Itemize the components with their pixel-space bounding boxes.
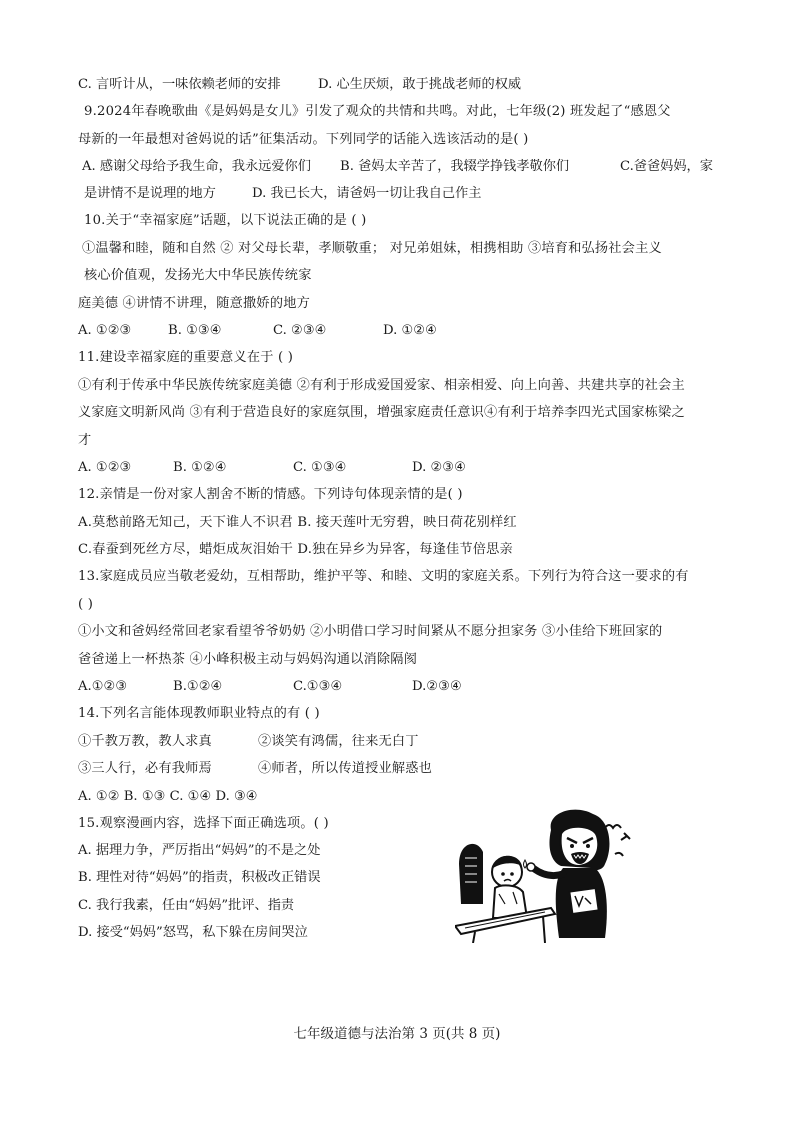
q15-stem: 15.观察漫画内容，选择下面正确选项。( ) <box>78 816 329 831</box>
q11-stem: 11.建设幸福家庭的重要意义在于 ( ) <box>78 350 294 365</box>
q13-option-b: B.①②④ <box>173 679 223 694</box>
q9-option-c-part1: C.爸爸妈妈，家 <box>620 159 713 174</box>
q14-options: A. ①② B. ①③ C. ①④ D. ③④ <box>78 789 258 804</box>
q11-option-a: A. ①②③ <box>78 460 132 475</box>
q9-option-c-part2: 是讲情不是说理的地方 <box>84 186 216 201</box>
q11-items-line3: 才 <box>78 433 92 448</box>
child-figure <box>455 844 555 943</box>
q13-items-line1: ①小文和爸妈经常回老家看望爷爷奶奶 ②小明借口学习时间紧从不愿分担家务 ③小佳给下班回家的 <box>78 624 663 639</box>
q9-option-b: B. 爸妈太辛苦了，我辍学挣钱孝敬你们 <box>340 159 570 174</box>
q10-items-line1: ①温馨和睦，随和自然 ② 对父母长辈，孝顺敬重； 对兄弟姐妹，相携相助 ③培育和弘扬社会主义 <box>82 241 662 256</box>
q14-stem: 14.下列名言能体现教师职业特点的有 ( ) <box>78 706 320 721</box>
q10-items-line2: 核心价值观，发扬光大中华民族传统家 <box>84 268 312 283</box>
q13-stem-line1: 13.家庭成员应当敬老爱幼，互相帮助，维护平等、和睦、文明的家庭关系。下列行为符合这一要求的有 <box>78 569 689 584</box>
q15-option-d: D. 接受“妈妈”怒骂，私下躲在房间哭泣 <box>78 925 308 940</box>
q14-item-3: ③三人行，必有我师焉 <box>78 761 212 776</box>
page-footer: 七年级道德与法治第 3 页(共 8 页) <box>293 1026 501 1042</box>
q15-option-b: B. 理性对待“妈妈”的指责，积极改正错误 <box>78 870 321 885</box>
q13-option-d: D.②③④ <box>412 679 462 694</box>
q12-options-ab: A.莫愁前路无知己，天下谁人不识君 B. 接天莲叶无穷碧，映日荷花别样红 <box>78 515 517 530</box>
q15-option-c: C. 我行我素，任由“妈妈”批评、指责 <box>78 898 295 913</box>
q8-option-c: C. 言听计从，一味依赖老师的安排 <box>78 77 281 92</box>
q9-stem-line2: 母新的一年最想对爸妈说的话”征集活动。下列同学的话能入选该活动的是( ) <box>78 132 529 147</box>
q10-stem: 10.关于“幸福家庭”话题，以下说法正确的是 ( ) <box>84 213 367 228</box>
q11-option-c: C. ①③④ <box>293 460 347 475</box>
q13-option-c: C.①③④ <box>293 679 343 694</box>
q9-option-a: A. 感谢父母给予我生命，我永远爱你们 <box>82 159 311 174</box>
q13-option-a: A.①②③ <box>78 679 128 694</box>
q11-items-line2: 义家庭文明新风尚 ③有利于营造良好的家庭氛围，增强家庭责任意识④有利于培养李四光式国家栋梁之 <box>78 405 685 420</box>
q10-option-d: D. ①②④ <box>383 323 437 338</box>
q14-item-2: ②谈笑有鸿儒，往来无白丁 <box>258 734 419 749</box>
q15-option-a: A. 据理力争，严厉指出“妈妈”的不是之处 <box>78 843 321 858</box>
cartoon-illustration <box>455 808 645 943</box>
q14-item-1: ①千教万教，教人求真 <box>78 734 212 749</box>
q9-option-d: D. 我已长大，请爸妈一切让我自己作主 <box>252 186 482 201</box>
q9-stem-line1: 9.2024年春晚歌曲《是妈妈是女儿》引发了观众的共情和共鸣。对此，七年级(2) 班发起了“感恩父 <box>84 104 671 119</box>
q13-stem-line2: ( ) <box>78 597 94 612</box>
q10-option-c: C. ②③④ <box>273 323 327 338</box>
q10-option-a: A. ①②③ <box>78 323 132 338</box>
q8-option-d: D. 心生厌烦，敢于挑战老师的权威 <box>318 77 522 92</box>
q14-item-4: ④师者，所以传道授业解惑也 <box>258 761 433 776</box>
q11-items-line1: ①有利于传承中华民族传统家庭美德 ②有利于形成爱国爱家、相亲相爱、向上向善、共建共享的社会主 <box>78 378 685 393</box>
q13-items-line2: 爸爸递上一杯热茶 ④小峰积极主动与妈妈沟通以消除隔阂 <box>78 652 418 667</box>
q12-stem: 12.亲情是一份对家人割舍不断的情感。下列诗句体现亲情的是( ) <box>78 487 463 502</box>
q10-option-b: B. ①③④ <box>168 323 222 338</box>
q11-option-b: B. ①②④ <box>173 460 227 475</box>
q10-items-line3: 庭美德 ④讲情不讲理，随意撒娇的地方 <box>78 296 310 311</box>
mother-figure <box>527 810 609 938</box>
q12-options-cd: C.春蚕到死丝方尽，蜡炬成灰泪始干 D.独在异乡为异客，每逢佳节倍思亲 <box>78 542 513 557</box>
q11-option-d: D. ②③④ <box>412 460 466 475</box>
